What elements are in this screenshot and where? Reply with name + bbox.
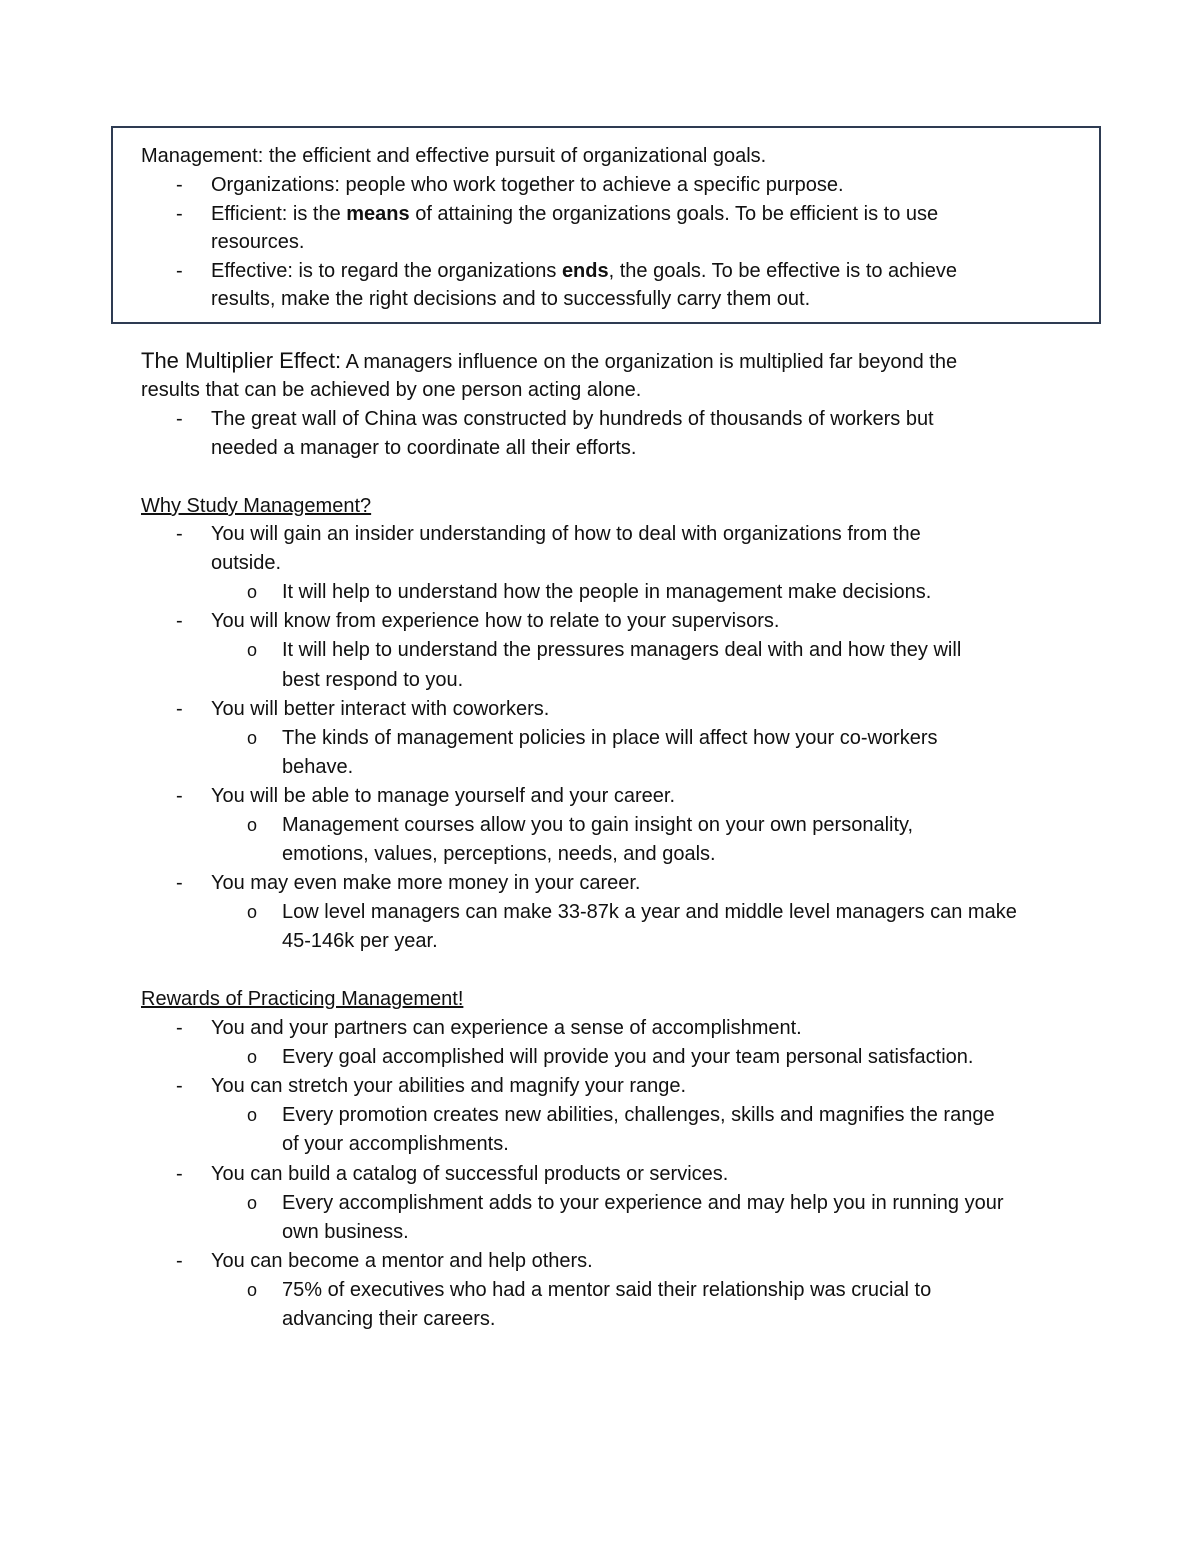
- great-wall-bullet-cont: needed a manager to coordinate all their efforts.: [211, 437, 637, 459]
- why-bullet-2: You will know from experience how to relate to your supervisors.: [211, 610, 780, 632]
- dash-marker: -: [176, 698, 183, 720]
- circle-marker: o: [247, 1280, 258, 1300]
- why-sub-5: Low level managers can make 33-87k a year and middle level managers can make: [282, 901, 1017, 923]
- rewards-bullet-2: You can stretch your abilities and magnify your range.: [211, 1075, 687, 1097]
- means-emphasis: means: [346, 203, 410, 225]
- why-sub-3-cont: behave.: [282, 756, 354, 778]
- why-bullet-1-cont: outside.: [211, 552, 282, 574]
- rewards-sub-3-cont: own business.: [282, 1221, 409, 1243]
- circle-marker: o: [247, 1193, 258, 1213]
- dash-marker: -: [176, 260, 183, 282]
- efficient-definition-cont: resources.: [211, 231, 305, 253]
- efficient-definition: Efficient: is the means of attaining the organizations goals. To be efficient is to use: [211, 203, 939, 225]
- why-bullet-1: You will gain an insider understanding of how to deal with organizations from the: [211, 523, 921, 545]
- why-sub-3: The kinds of management policies in place will affect how your co-workers: [282, 727, 938, 749]
- why-sub-4: Management courses allow you to gain insight on your own personality,: [282, 814, 914, 836]
- why-study-heading: Why Study Management?: [141, 495, 372, 517]
- rewards-sub-4-cont: advancing their careers.: [282, 1308, 496, 1330]
- dash-marker: -: [176, 1075, 183, 1097]
- circle-marker: o: [247, 1047, 258, 1067]
- circle-marker: o: [247, 1105, 258, 1125]
- effective-definition: Effective: is to regard the organizations ends, the goals. To be effective is to achieve: [211, 260, 957, 282]
- dash-marker: -: [176, 174, 183, 196]
- circle-marker: o: [247, 902, 258, 922]
- multiplier-paragraph: The Multiplier Effect: A managers influence on the organization is multiplied far beyond the: [141, 348, 958, 373]
- ends-emphasis: ends: [561, 260, 609, 282]
- rewards-heading: Rewards of Practicing Management!: [141, 988, 464, 1010]
- rewards-bullet-4: You can become a mentor and help others.: [211, 1250, 593, 1272]
- circle-marker: o: [247, 582, 258, 602]
- dash-marker: -: [176, 872, 183, 894]
- dash-marker: -: [176, 1250, 183, 1272]
- organizations-definition: Organizations: people who work together to achieve a specific purpose.: [211, 174, 844, 196]
- dash-marker: -: [176, 785, 183, 807]
- why-bullet-4: You will be able to manage yourself and your career.: [211, 785, 675, 807]
- dash-marker: -: [176, 610, 183, 632]
- why-bullet-5: You may even make more money in your career.: [211, 872, 641, 894]
- rewards-bullet-1: You and your partners can experience a sense of accomplishment.: [211, 1017, 802, 1039]
- great-wall-bullet: The great wall of China was constructed by hundreds of thousands of workers but: [211, 408, 934, 430]
- rewards-sub-2-cont: of your accomplishments.: [282, 1133, 509, 1155]
- circle-marker: o: [247, 640, 258, 660]
- rewards-bullet-3: You can build a catalog of successful products or services.: [211, 1163, 729, 1185]
- dash-marker: -: [176, 523, 183, 545]
- rewards-sub-1: Every goal accomplished will provide you and your team personal satisfaction.: [282, 1046, 974, 1068]
- why-sub-5-cont: 45-146k per year.: [282, 930, 438, 952]
- why-bullet-3: You will better interact with coworkers.: [211, 698, 550, 720]
- rewards-sub-2: Every promotion creates new abilities, challenges, skills and magnifies the range: [282, 1104, 995, 1126]
- dash-marker: -: [176, 203, 183, 225]
- circle-marker: o: [247, 728, 258, 748]
- circle-marker: o: [247, 815, 258, 835]
- why-sub-1: It will help to understand how the people in management make decisions.: [282, 581, 932, 603]
- effective-definition-cont: results, make the right decisions and to successfully carry them out.: [211, 288, 811, 310]
- multiplier-paragraph-cont: results that can be achieved by one person acting alone.: [141, 379, 642, 401]
- why-sub-2: It will help to understand the pressures managers deal with and how they will: [282, 639, 962, 661]
- management-definition: Management: the efficient and effective pursuit of organizational goals.: [141, 145, 767, 167]
- why-sub-4-cont: emotions, values, perceptions, needs, and goals.: [282, 843, 716, 865]
- dash-marker: -: [176, 1163, 183, 1185]
- rewards-sub-4: 75% of executives who had a mentor said their relationship was crucial to: [282, 1279, 932, 1301]
- multiplier-title: The Multiplier Effect:: [141, 348, 342, 373]
- rewards-sub-3: Every accomplishment adds to your experience and may help you in running your: [282, 1192, 1004, 1214]
- dash-marker: -: [176, 408, 183, 430]
- dash-marker: -: [176, 1017, 183, 1039]
- why-sub-2-cont: best respond to you.: [282, 669, 464, 691]
